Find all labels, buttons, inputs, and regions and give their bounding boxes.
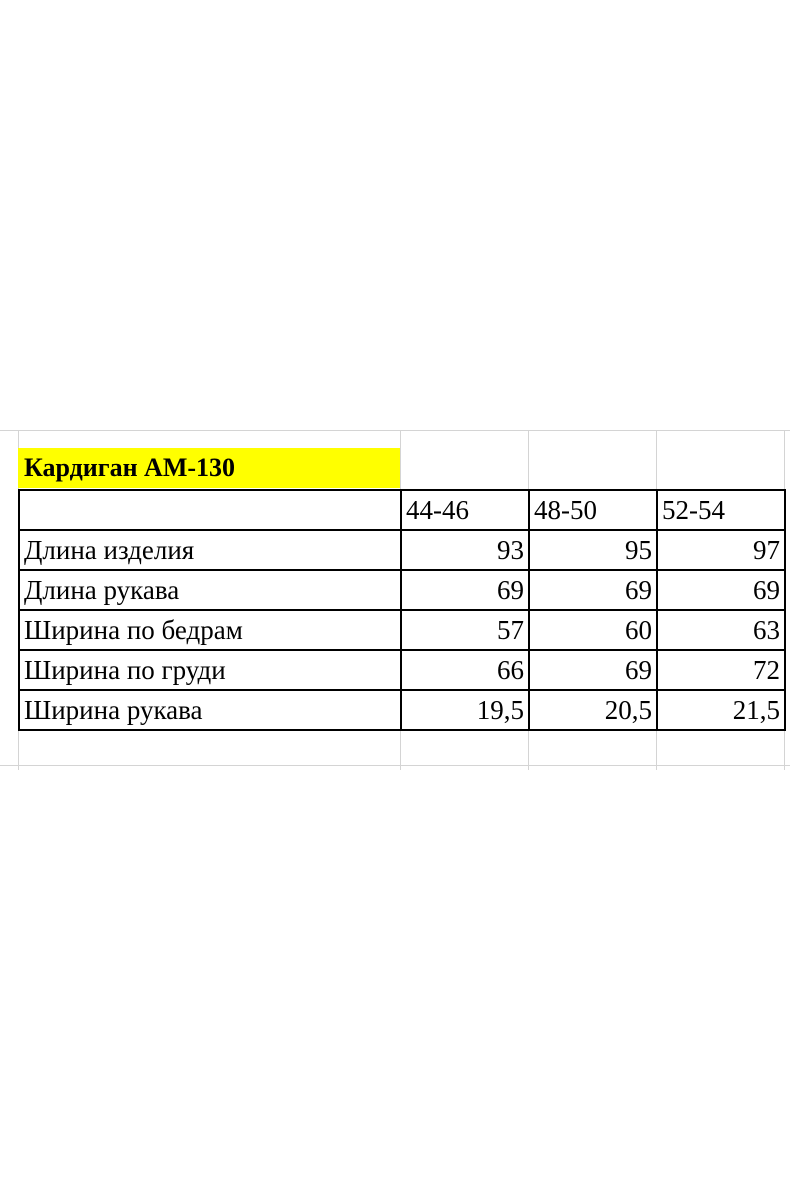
measurement-value-cell[interactable]: 66	[401, 650, 529, 690]
measurement-label-cell[interactable]: Длина изделия	[19, 530, 401, 570]
measurement-value-cell[interactable]: 63	[657, 610, 785, 650]
table-row	[19, 690, 785, 730]
product-title-cell[interactable]	[18, 448, 400, 488]
measurement-value-cell[interactable]: 60	[529, 610, 657, 650]
measurement-value-cell[interactable]: 95	[529, 530, 657, 570]
table-row	[19, 570, 785, 610]
measurement-value-cell[interactable]: 72	[657, 650, 785, 690]
spreadsheet-area	[0, 430, 800, 770]
measurement-value-cell[interactable]: 21,5	[657, 690, 785, 730]
measurement-value-cell[interactable]: 93	[401, 530, 529, 570]
size-chart-table	[18, 489, 786, 731]
product-title: Кардиган АМ-130	[24, 453, 236, 482]
measurement-value-cell[interactable]: 20,5	[529, 690, 657, 730]
measurement-value-cell[interactable]: 69	[529, 570, 657, 610]
size-header-cell[interactable]: 48-50	[529, 490, 657, 530]
measurement-label-cell[interactable]: Ширина рукава	[19, 690, 401, 730]
header-row	[19, 490, 785, 530]
header-empty-cell[interactable]	[19, 490, 401, 530]
gridline	[0, 765, 790, 766]
measurement-label-cell[interactable]: Ширина по бедрам	[19, 610, 401, 650]
table-row	[19, 530, 785, 570]
measurement-value-cell[interactable]: 69	[657, 570, 785, 610]
table-row	[19, 650, 785, 690]
measurement-label-cell[interactable]: Ширина по груди	[19, 650, 401, 690]
measurement-value-cell[interactable]: 57	[401, 610, 529, 650]
size-header-cell[interactable]: 44-46	[401, 490, 529, 530]
size-header-cell[interactable]: 52-54	[657, 490, 785, 530]
gridline	[0, 430, 790, 431]
measurement-value-cell[interactable]: 19,5	[401, 690, 529, 730]
measurement-value-cell[interactable]: 69	[529, 650, 657, 690]
measurement-value-cell[interactable]: 97	[657, 530, 785, 570]
measurement-value-cell[interactable]: 69	[401, 570, 529, 610]
measurement-label-cell[interactable]: Длина рукава	[19, 570, 401, 610]
table-row	[19, 610, 785, 650]
